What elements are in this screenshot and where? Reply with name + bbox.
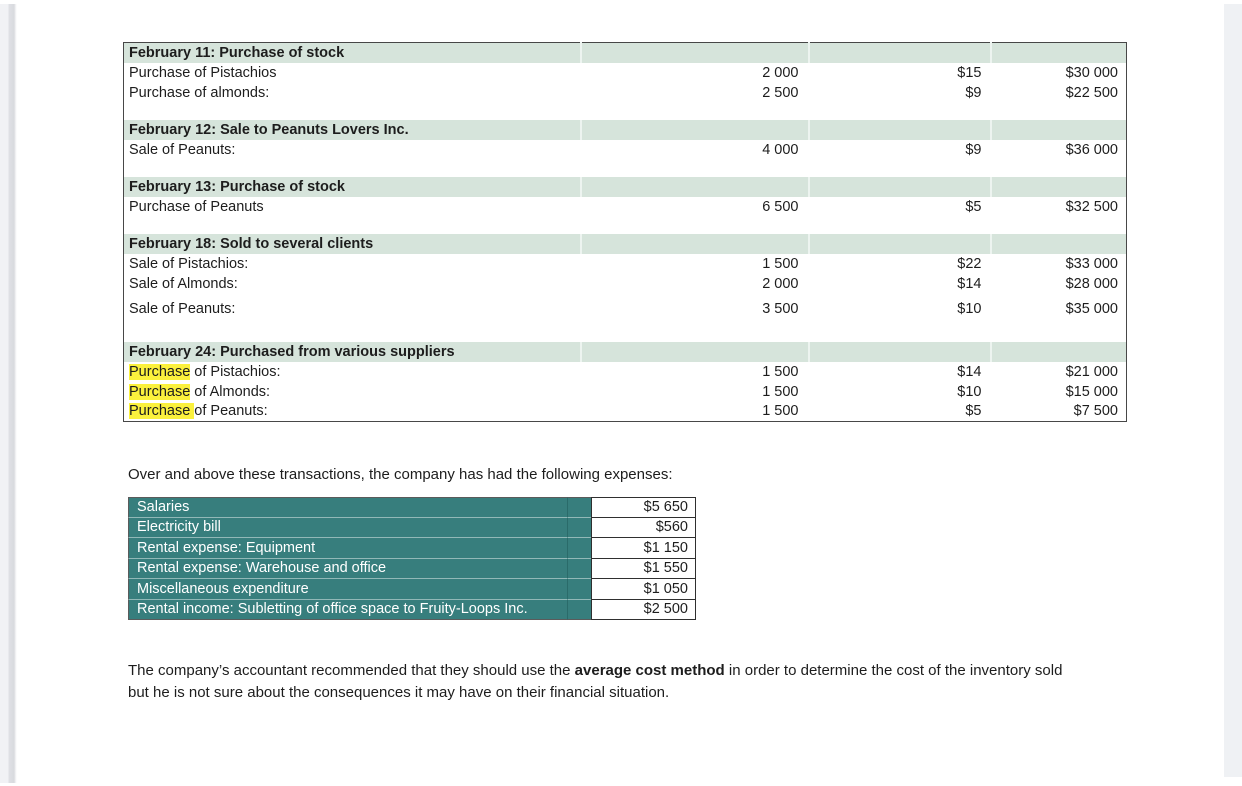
section-header-cell bbox=[991, 234, 1127, 254]
expense-spacer-cell bbox=[567, 538, 591, 559]
transaction-quantity: 1 500 bbox=[581, 362, 809, 382]
transaction-quantity: 1 500 bbox=[581, 254, 809, 274]
section-header-cell bbox=[809, 342, 991, 362]
page-margin-right bbox=[1224, 4, 1242, 777]
transaction-quantity: 2 000 bbox=[581, 63, 809, 83]
transaction-description: Purchase of Peanuts bbox=[124, 197, 581, 217]
expense-label: Rental income: Subletting of office space to Fruity-Loops Inc. bbox=[128, 600, 567, 621]
expense-value: $5 650 bbox=[591, 497, 696, 518]
expense-row bbox=[128, 538, 696, 559]
expense-spacer-cell bbox=[567, 559, 591, 580]
expense-value: $2 500 bbox=[591, 600, 696, 621]
transaction-unit-price: $14 bbox=[809, 362, 991, 382]
paragraph-text: The company’s accountant recommended that they should use the bbox=[128, 662, 575, 679]
section-header-cell bbox=[581, 342, 809, 362]
transaction-description: Sale of Almonds: bbox=[124, 274, 581, 294]
transaction-quantity: 6 500 bbox=[581, 197, 809, 217]
transaction-amount: $33 000 bbox=[991, 254, 1127, 274]
transaction-quantity: 4 000 bbox=[581, 140, 809, 160]
transaction-row bbox=[124, 197, 1127, 217]
closing-paragraph bbox=[128, 660, 1128, 703]
expense-label: Salaries bbox=[128, 497, 567, 518]
transaction-unit-price: $22 bbox=[809, 254, 991, 274]
expense-spacer-cell bbox=[567, 497, 591, 518]
transaction-quantity: 1 500 bbox=[581, 382, 809, 402]
transaction-unit-price: $14 bbox=[809, 274, 991, 294]
section-header-row bbox=[124, 120, 1127, 140]
section-header-row bbox=[124, 177, 1127, 197]
transaction-amount: $28 000 bbox=[991, 274, 1127, 294]
transaction-quantity: 3 500 bbox=[581, 294, 809, 325]
transaction-unit-price: $10 bbox=[809, 382, 991, 402]
section-header-label: February 24: Purchased from various suppliers bbox=[124, 342, 581, 362]
expense-value: $560 bbox=[591, 518, 696, 539]
section-header-cell bbox=[581, 234, 809, 254]
transaction-description: Purchase of Pistachios bbox=[124, 63, 581, 83]
transaction-unit-price: $15 bbox=[809, 63, 991, 83]
transaction-row bbox=[124, 83, 1127, 103]
section-header-cell bbox=[581, 177, 809, 197]
highlighted-text: Purchase bbox=[129, 403, 195, 420]
transaction-row bbox=[124, 362, 1127, 382]
transaction-quantity: 2 500 bbox=[581, 83, 809, 103]
transaction-amount: $21 000 bbox=[991, 362, 1127, 382]
transactions-table bbox=[123, 42, 1127, 422]
section-header-row bbox=[124, 43, 1127, 63]
transaction-row bbox=[124, 63, 1127, 83]
section-header-label: February 11: Purchase of stock bbox=[124, 43, 581, 63]
highlighted-text: Purchase bbox=[129, 383, 191, 400]
spacer-row bbox=[124, 217, 1127, 234]
transaction-amount: $7 500 bbox=[991, 402, 1127, 422]
transaction-unit-price: $9 bbox=[809, 140, 991, 160]
spacer-row bbox=[124, 103, 1127, 120]
transaction-amount: $32 500 bbox=[991, 197, 1127, 217]
expense-label: Rental expense: Equipment bbox=[128, 538, 567, 559]
section-header-cell bbox=[991, 177, 1127, 197]
expense-row bbox=[128, 559, 696, 580]
expense-value: $1 150 bbox=[591, 538, 696, 559]
transaction-amount: $35 000 bbox=[991, 294, 1127, 325]
transaction-description: Purchase of Peanuts: bbox=[124, 402, 581, 422]
transaction-quantity: 2 000 bbox=[581, 274, 809, 294]
transaction-unit-price: $5 bbox=[809, 402, 991, 422]
transaction-unit-price: $9 bbox=[809, 83, 991, 103]
section-header-cell bbox=[809, 234, 991, 254]
expense-value: $1 050 bbox=[591, 579, 696, 600]
expense-row bbox=[128, 600, 696, 621]
expense-spacer-cell bbox=[567, 600, 591, 621]
expense-label: Rental expense: Warehouse and office bbox=[128, 559, 567, 580]
transaction-description: Sale of Peanuts: bbox=[124, 140, 581, 160]
expense-row bbox=[128, 497, 696, 518]
section-header-row bbox=[124, 342, 1127, 362]
expense-row bbox=[128, 518, 696, 539]
expense-value: $1 550 bbox=[591, 559, 696, 580]
section-header-cell bbox=[809, 43, 991, 63]
expense-label: Electricity bill bbox=[128, 518, 567, 539]
transaction-unit-price: $10 bbox=[809, 294, 991, 325]
section-header-label: February 13: Purchase of stock bbox=[124, 177, 581, 197]
section-header-cell bbox=[809, 120, 991, 140]
expense-label: Miscellaneous expenditure bbox=[128, 579, 567, 600]
transaction-amount: $22 500 bbox=[991, 83, 1127, 103]
transaction-quantity: 1 500 bbox=[581, 402, 809, 422]
section-header-label: February 12: Sale to Peanuts Lovers Inc. bbox=[124, 120, 581, 140]
section-header-cell bbox=[581, 43, 809, 63]
spacer-row bbox=[124, 160, 1127, 177]
expense-row bbox=[128, 579, 696, 600]
transaction-amount: $36 000 bbox=[991, 140, 1127, 160]
transaction-row bbox=[124, 274, 1127, 294]
section-header-row bbox=[124, 234, 1127, 254]
transaction-description: Purchase of Almonds: bbox=[124, 382, 581, 402]
transaction-row bbox=[124, 294, 1127, 325]
transaction-row bbox=[124, 382, 1127, 402]
section-header-cell bbox=[991, 120, 1127, 140]
section-header-cell bbox=[991, 43, 1127, 63]
transaction-description: Purchase of almonds: bbox=[124, 83, 581, 103]
section-header-cell bbox=[581, 120, 809, 140]
bold-phrase: average cost method bbox=[574, 662, 725, 679]
highlighted-text: Purchase bbox=[129, 363, 191, 380]
transaction-row bbox=[124, 140, 1127, 160]
paragraph-text: in order to determine the cost of the inventory sold bbox=[724, 662, 1063, 679]
transaction-row bbox=[124, 402, 1127, 422]
transaction-row bbox=[124, 254, 1127, 274]
transaction-description: Purchase of Pistachios: bbox=[124, 362, 581, 382]
transaction-amount: $30 000 bbox=[991, 63, 1127, 83]
expense-spacer-cell bbox=[567, 518, 591, 539]
paragraph-text: but he is not sure about the consequences it may have on their financial situation. bbox=[128, 683, 670, 701]
transaction-description: Sale of Pistachios: bbox=[124, 254, 581, 274]
expense-spacer-cell bbox=[567, 579, 591, 600]
transaction-amount: $15 000 bbox=[991, 382, 1127, 402]
spacer-row bbox=[124, 325, 1127, 342]
section-header-cell bbox=[991, 342, 1127, 362]
expenses-table bbox=[128, 497, 696, 620]
section-header-cell bbox=[809, 177, 991, 197]
section-header-label: February 18: Sold to several clients bbox=[124, 234, 581, 254]
transaction-unit-price: $5 bbox=[809, 197, 991, 217]
transaction-description: Sale of Peanuts: bbox=[124, 294, 581, 325]
expenses-intro-text: Over and above these transactions, the company has had the following expenses: bbox=[128, 466, 673, 483]
page-margin-left bbox=[0, 4, 17, 783]
